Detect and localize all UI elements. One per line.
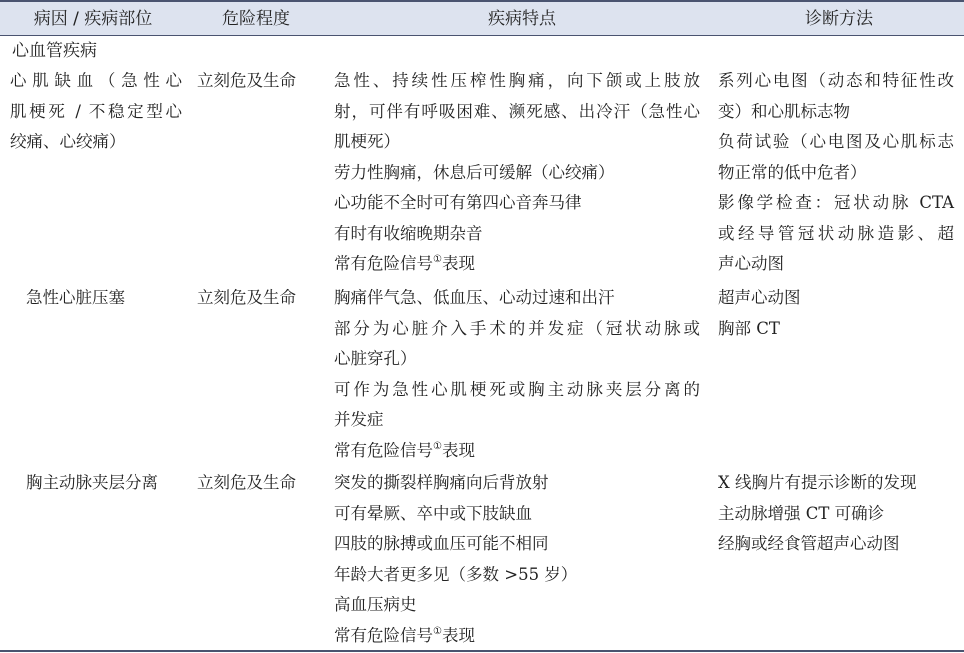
row2-diagnosis: 超声心动图 胸部 CT	[718, 288, 801, 338]
row1-risk: 立刻危及生命	[197, 71, 296, 90]
table-bottom-rule	[0, 650, 964, 652]
row3-features: 突发的撕裂样胸痛向后背放射 可有晕厥、卒中或下肢缺血 四肢的脉搏或血压可能不相同 年龄大者更多见（多数 >55 岁） 高血压病史 常有危险信号①表现	[334, 468, 577, 651]
row2-features: 胸痛伴气急、低血压、心动过速和出汗 部分为心脏介入手术的并发症（冠状动脉或 心脏穿孔） 可作为急性心肌梗死或胸主动脉夹层分离的 并发症 常有危险信号①表现	[334, 283, 700, 466]
header-risk: 危险程度	[222, 9, 290, 29]
danger-signal-line: 常有危险信号①表现	[334, 440, 475, 460]
row3-diagnosis: X 线胸片有提示诊断的发现 主动脉增强 CT 可确诊 经胸或经食管超声心动图	[718, 473, 917, 553]
table-header	[0, 0, 964, 36]
row3-risk: 立刻危及生命	[197, 473, 296, 492]
row2-cause: 急性心脏压塞	[26, 288, 125, 307]
danger-signal-line: 常有危险信号①表现	[334, 625, 475, 645]
section-title: 心血管疾病	[12, 41, 97, 61]
row2-risk: 立刻危及生命	[197, 288, 296, 307]
row1-cause: 心肌缺血（急性心 肌梗死 / 不稳定型心 绞痛、心绞痛）	[10, 71, 182, 151]
header-features: 疾病特点	[488, 9, 556, 29]
danger-signal-line: 常有危险信号①表现	[334, 254, 475, 273]
row1-features: 急性、持续性压榨性胸痛，向下颌或上肢放 射，可伴有呼吸困难、濒死感、出冷汗（急性心 肌梗死） 劳力性胸痛，休息后可缓解（心绞痛） 心功能不全时可有第四心音奔马律 有时有收缩晚期杂音 常有危险信号①表现	[334, 66, 700, 280]
header-cause: 病因 / 疾病部位	[33, 9, 153, 29]
header-diagnosis: 诊断方法	[805, 9, 873, 29]
row3-cause: 胸主动脉夹层分离	[26, 473, 158, 492]
row1-diagnosis: 系列心电图（动态和特征性改 变）和心肌标志物 负荷试验（心电图及心肌标志 物正常的低中危者） 影像学检查：冠状动脉 CTA 或经导管冠状动脉造影、超 声心动图	[718, 71, 954, 273]
